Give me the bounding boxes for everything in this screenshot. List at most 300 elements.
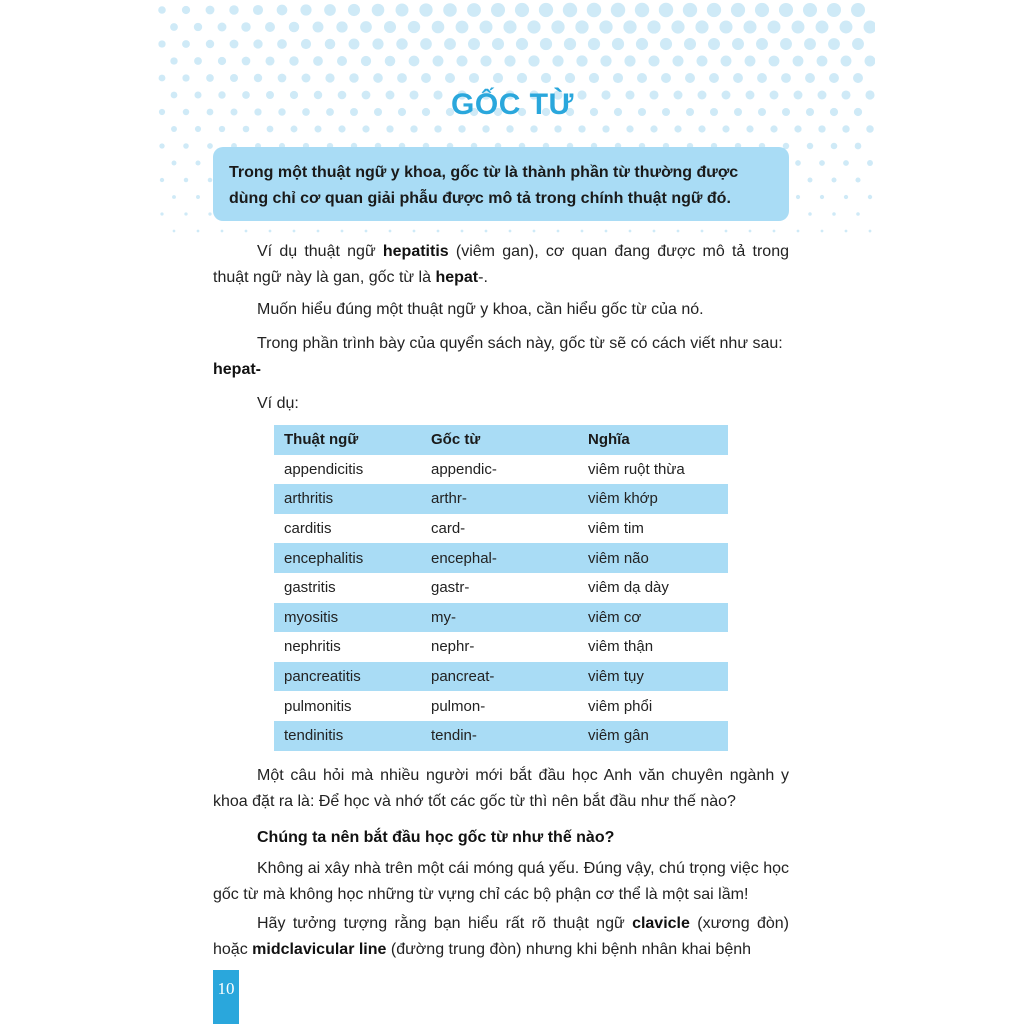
decorative-dot [456, 21, 469, 34]
decorative-dot [506, 125, 513, 132]
decorative-dot [709, 73, 719, 83]
decorative-dot [432, 21, 445, 34]
root-words-table [274, 425, 728, 751]
decorative-dot [389, 230, 392, 233]
decorative-dot [698, 125, 705, 132]
decorative-dot [624, 55, 635, 66]
decorative-dot [803, 3, 817, 17]
decorative-dot [158, 6, 166, 14]
decorative-dot [844, 195, 848, 199]
decorative-dot [373, 73, 383, 83]
decorative-dot [420, 38, 432, 50]
root-notation-example: hepat- [213, 361, 261, 378]
decorative-dot [206, 6, 215, 15]
cell-meaning: viêm phổi [588, 697, 653, 715]
decorative-dot [396, 4, 409, 17]
decorative-dot [581, 230, 584, 233]
decorative-dot [743, 20, 756, 33]
decorative-dot [245, 230, 248, 233]
decorative-dot [587, 3, 601, 17]
decorative-dot [434, 125, 441, 132]
definition-callout: Trong một thuật ngữ y khoa, gốc từ là thành phần từ thường được dùng chỉ cơ quan giải phẫu được mô tả trong chính thuật ngữ đó. [213, 147, 789, 221]
decorative-dot [533, 230, 536, 233]
cell-term: myositis [274, 603, 421, 633]
cell-meaning: viêm cơ [578, 603, 728, 633]
decorative-dot [469, 73, 479, 83]
decorative-dot [461, 230, 464, 233]
decorative-dot [589, 73, 599, 83]
decorative-dot [360, 21, 372, 33]
decorative-dot [517, 73, 527, 83]
decorative-dot [808, 212, 812, 216]
decorative-dot [661, 73, 671, 83]
decorative-dot [396, 38, 407, 49]
decorative-dot [626, 125, 633, 132]
decorative-dot [674, 125, 681, 132]
decorative-dot [184, 178, 188, 182]
decorative-dot [864, 21, 875, 34]
decorative-dot [289, 22, 299, 32]
decorative-dot [867, 160, 873, 166]
decorative-dot [563, 3, 577, 17]
decorative-dot [829, 73, 839, 83]
decorative-dot [755, 3, 769, 17]
decorative-dot [602, 125, 609, 132]
decorative-dot [409, 56, 420, 67]
decorative-dot [384, 21, 396, 33]
decorative-dot [437, 230, 440, 233]
decorative-dot [792, 21, 805, 34]
decorative-dot [831, 177, 836, 182]
table-row [274, 514, 728, 544]
decorative-dot [324, 4, 336, 16]
decorative-dot [648, 55, 659, 66]
decorative-dot [219, 126, 225, 132]
decorative-dot [485, 230, 488, 233]
decorative-dot [793, 56, 804, 67]
decorative-dot [647, 20, 660, 33]
decorative-dot [265, 56, 274, 65]
decorative-dot [229, 5, 238, 14]
cell-meaning: viêm tụy [578, 662, 728, 692]
cell-term: nephritis [284, 638, 341, 656]
decorative-dot [866, 125, 873, 132]
decorative-dot [605, 230, 608, 233]
decorative-dot [650, 125, 657, 132]
decorative-dot [195, 126, 201, 132]
decorative-dot [635, 3, 649, 17]
decorative-dot [419, 3, 432, 16]
decorative-dot [289, 56, 298, 65]
decorative-dot [552, 55, 563, 66]
decorative-dot [194, 57, 202, 65]
decorative-dot [241, 22, 250, 31]
cell-root: gastr- [431, 579, 470, 597]
decorative-dot [362, 125, 369, 132]
decorative-dot [683, 3, 697, 17]
decorative-dot [695, 20, 708, 33]
cell-term: encephalitis [274, 543, 421, 573]
decorative-dot [600, 55, 611, 66]
decorative-dot [623, 20, 636, 33]
decorative-dot [230, 40, 239, 49]
decorative-dot [636, 38, 648, 50]
decorative-dot [410, 125, 417, 132]
decorative-dot [732, 38, 744, 50]
decorative-dot [313, 22, 324, 33]
decorative-dot [677, 230, 680, 233]
book-page [150, 0, 875, 1024]
decorative-dot [372, 4, 385, 17]
decorative-dot [413, 230, 416, 233]
decorative-dot [612, 38, 624, 50]
decorative-dot [230, 74, 238, 82]
decorative-dot [516, 38, 528, 50]
paragraph-understand-root: Muốn hiểu đúng một thuật ngữ y khoa, cần hiểu gốc từ của nó. [257, 301, 704, 318]
decorative-dot [557, 230, 560, 233]
decorative-dot [197, 230, 200, 233]
table-row [274, 543, 728, 573]
decorative-dot [173, 230, 176, 233]
decorative-dot [313, 56, 323, 66]
table-row [274, 632, 728, 662]
decorative-dot [527, 20, 540, 33]
decorative-dot [195, 160, 200, 165]
decorative-dot [515, 3, 529, 17]
decorative-dot [851, 3, 865, 17]
paragraph-example-label: Ví dụ: [257, 395, 299, 412]
decorative-dot [539, 3, 553, 17]
cell-term: gastritis [284, 579, 336, 597]
decorative-dot [629, 230, 632, 233]
decorative-dot [325, 73, 334, 82]
table-row [274, 573, 728, 603]
decorative-dot [467, 3, 481, 17]
decorative-dot [842, 125, 849, 132]
root-hepat: hepat [435, 269, 479, 286]
decorative-dot [794, 125, 801, 132]
decorative-dot [637, 73, 647, 83]
decorative-dot [869, 230, 872, 233]
decorative-dot [172, 161, 177, 166]
decorative-dot [671, 20, 684, 33]
decorative-dot [457, 56, 468, 67]
decorative-dot [831, 143, 838, 150]
decorative-dot [697, 56, 708, 67]
decorative-dot [685, 73, 695, 83]
header-meaning: Nghĩa [578, 425, 728, 455]
table-row [274, 455, 728, 485]
paragraph-clavicle: Hãy tưởng tượng rằng bạn hiểu rất rõ thuật ngữ clavicle (xương đòn) hoặc midclavicular line (đường trung đòn) nhưng khi bệnh nhân khai bệnh [213, 915, 789, 958]
decorative-dot [731, 3, 745, 17]
decorative-dot [659, 3, 673, 17]
table-header-row [274, 425, 728, 455]
decorative-dot [770, 125, 777, 132]
decorative-dot [757, 73, 767, 83]
decorative-dot [821, 230, 824, 233]
decorative-dot [725, 230, 728, 233]
cell-root: tendin- [421, 721, 578, 751]
decorative-dot [855, 143, 862, 150]
decorative-dot [855, 177, 860, 182]
decorative-dot [269, 230, 272, 233]
decorative-dot [341, 230, 344, 233]
decorative-dot [265, 22, 275, 32]
decorative-dot [769, 56, 780, 67]
decorative-dot [218, 57, 226, 65]
term-hepatitis: hepatitis [382, 243, 449, 260]
decorative-dot [756, 38, 768, 50]
decorative-dot [540, 38, 552, 50]
decorative-dot [588, 38, 600, 50]
decorative-dot [444, 38, 456, 50]
decorative-dot [253, 39, 262, 48]
decorative-dot [277, 39, 287, 49]
decorative-dot [408, 21, 420, 33]
decorative-dot [480, 21, 493, 34]
decorative-dot [182, 40, 190, 48]
decorative-dot [385, 56, 396, 67]
decorative-dot [243, 126, 250, 133]
cell-root: appendic- [431, 460, 497, 478]
decorative-dot [653, 230, 656, 233]
decorative-dot [796, 195, 800, 199]
cell-term: arthritis [274, 484, 421, 514]
decorative-dot [701, 230, 704, 233]
decorative-dot [348, 4, 360, 16]
decorative-dot [845, 230, 848, 233]
decorative-dot [819, 160, 825, 166]
decorative-dot [218, 23, 227, 32]
decorative-dot [613, 73, 623, 83]
decorative-dot [254, 74, 262, 82]
decorative-dot [564, 38, 576, 50]
cell-term: pulmonitis [284, 697, 352, 715]
decorative-dot [868, 195, 872, 199]
table-row [274, 603, 728, 633]
decorative-dot [160, 178, 164, 182]
decorative-dot [768, 21, 781, 34]
cell-meaning: viêm não [578, 543, 728, 573]
decorative-dot [745, 56, 756, 67]
decorative-dot [194, 23, 202, 31]
cell-root: pancreat- [421, 662, 578, 692]
decorative-dot [707, 3, 721, 17]
decorative-dot [804, 38, 816, 50]
cell-term: appendicitis [284, 460, 364, 478]
decorative-dot [733, 73, 743, 83]
decorative-dot [293, 230, 296, 233]
decorative-dot [575, 20, 588, 33]
decorative-dot [445, 73, 455, 83]
decorative-dot [797, 230, 800, 233]
decorative-dot [841, 56, 852, 67]
cell-term: pancreatitis [274, 662, 421, 692]
decorative-dot [337, 56, 347, 66]
decorative-dot [206, 74, 214, 82]
decorative-dot [184, 212, 187, 215]
decorative-dot [808, 178, 813, 183]
cell-root: nephr- [431, 638, 475, 656]
table-row [274, 662, 728, 692]
decorative-dot [865, 56, 875, 67]
decorative-dot [827, 3, 841, 17]
decorative-dot [807, 143, 813, 149]
decorative-dot [805, 73, 815, 83]
cell-meaning: viêm ruột thừa [588, 460, 685, 478]
decorative-dot [719, 20, 732, 33]
paragraph-question: Một câu hỏi mà nhiều người mới bắt đầu học Anh văn chuyên ngành y khoa đặt ra là: Để học và nhớ tốt các gốc từ thì nên bắt đầu như thế nào? [213, 767, 789, 810]
decorative-dot [182, 6, 190, 14]
cell-meaning: viêm dạ dày [588, 579, 669, 597]
decorative-dot [721, 56, 732, 67]
cell-meaning: viêm tim [588, 520, 644, 538]
decorative-dot [840, 21, 853, 34]
decorative-dot [828, 38, 840, 50]
paragraph-example-hepatitis: Ví dụ thuật ngữ hepatitis (viêm gan), cơ quan đang được mô tả trong thuật ngữ này là gan, gốc từ là hepat-. [213, 243, 790, 286]
cell-root: my- [421, 603, 578, 633]
decorative-dot [480, 55, 491, 66]
cell-term: tendinitis [274, 721, 421, 751]
decorative-dot [660, 38, 672, 50]
decorative-dot [183, 143, 189, 149]
decorative-dot [749, 230, 752, 233]
decorative-dot [817, 56, 828, 67]
term-clavicle: clavicle [632, 915, 690, 932]
decorative-dot [684, 38, 696, 50]
header-term: Thuật ngữ [274, 425, 421, 455]
decorative-dot [267, 126, 274, 133]
decorative-dot [779, 3, 793, 17]
table-row [274, 691, 728, 721]
decorative-dot [365, 230, 368, 233]
term-midclavicular-line: midclavicular line [252, 941, 387, 958]
decorative-dot [170, 23, 178, 31]
decorative-dot [317, 230, 320, 233]
decorative-dot [492, 38, 504, 50]
decorative-dot [458, 125, 465, 132]
decorative-dot [349, 73, 358, 82]
decorative-dot [242, 57, 251, 66]
paragraph-foundation: Không ai xây nhà trên một cái móng quá yếu. Đúng vậy, chú trọng việc học gốc từ mà không học những từ vựng chỉ các bộ phận cơ thể là một sai lầm! [213, 860, 789, 903]
decorative-dot [277, 5, 288, 16]
decorative-dot [746, 125, 753, 132]
decorative-dot [158, 40, 165, 47]
cell-root: arthr- [421, 484, 578, 514]
decorative-dot [482, 125, 489, 132]
decorative-dot [773, 230, 776, 233]
decorative-dot [208, 212, 211, 215]
decorative-dot [541, 73, 551, 83]
decorative-dot [509, 230, 512, 233]
decorative-dot [433, 56, 444, 67]
decorative-dot [672, 55, 683, 66]
decorative-dot [159, 143, 164, 148]
decorative-dot [182, 74, 189, 81]
decorative-dot [421, 73, 431, 83]
table-row [274, 721, 728, 751]
decorative-dot [578, 125, 585, 132]
decorative-dot [832, 212, 836, 216]
cell-root: encephal- [421, 543, 578, 573]
decorative-dot [504, 55, 515, 66]
decorative-dot [554, 125, 561, 132]
decorative-dot [397, 73, 407, 83]
decorative-dot [372, 38, 383, 49]
decorative-dot [253, 5, 263, 15]
decorative-dot [853, 73, 863, 83]
decorative-dot [159, 75, 166, 82]
decorative-dot [300, 4, 311, 15]
decorative-dot [170, 57, 177, 64]
decorative-dot [856, 212, 860, 216]
decorative-dot [818, 125, 825, 132]
cell-root: card- [431, 520, 466, 538]
decorative-dot [221, 230, 224, 233]
cell-meaning: viêm gân [578, 721, 728, 751]
decorative-dot [611, 3, 625, 17]
decorative-dot [302, 74, 311, 83]
decorative-dot [349, 39, 360, 50]
decorative-dot [278, 74, 287, 83]
decorative-dot [314, 125, 321, 132]
header-root: Gốc từ [421, 425, 578, 455]
decorative-dot [576, 55, 587, 66]
decorative-dot [301, 39, 311, 49]
decorative-dot [843, 160, 849, 166]
section-heading: Chúng ta nên bắt đầu học gốc từ như thế nào? [257, 829, 615, 846]
decorative-dot [206, 40, 214, 48]
decorative-dot [443, 3, 457, 17]
decorative-dot [196, 195, 200, 199]
decorative-dot [172, 195, 176, 199]
cell-root: pulmon- [431, 697, 486, 715]
decorative-dot [551, 20, 564, 33]
decorative-dot [565, 73, 575, 83]
decorative-dot [325, 39, 336, 50]
decorative-dot [160, 212, 163, 215]
decorative-dot [291, 126, 298, 133]
table-row [274, 484, 728, 514]
decorative-dot [599, 20, 612, 33]
decorative-dot [820, 195, 824, 199]
decorative-dot [208, 178, 213, 183]
decorative-dot [207, 143, 213, 149]
page-number: 10 [213, 970, 239, 1024]
cell-term: carditis [284, 520, 332, 538]
decorative-dot [852, 38, 864, 50]
cell-meaning: viêm thận [588, 638, 654, 656]
decorative-dot [781, 73, 791, 83]
decorative-dot [708, 38, 720, 50]
decorative-dot [780, 38, 792, 50]
decorative-dot [722, 125, 729, 132]
decorative-dot [530, 125, 537, 132]
decorative-dot [386, 125, 393, 132]
page-title: GỐC TỪ [451, 88, 574, 121]
decorative-dot [528, 55, 539, 66]
decorative-dot [468, 38, 480, 50]
paragraph-notation: Trong phần trình bày của quyển sách này, gốc từ sẽ có cách viết như sau: hepat- [213, 335, 783, 378]
decorative-dot [336, 21, 347, 32]
decorative-dot [361, 56, 371, 66]
decorative-dot [503, 20, 516, 33]
cell-meaning: viêm khớp [578, 484, 728, 514]
decorative-dot [795, 160, 801, 166]
decorative-dot [338, 125, 345, 132]
decorative-dot [816, 21, 829, 34]
decorative-dot [491, 3, 505, 17]
